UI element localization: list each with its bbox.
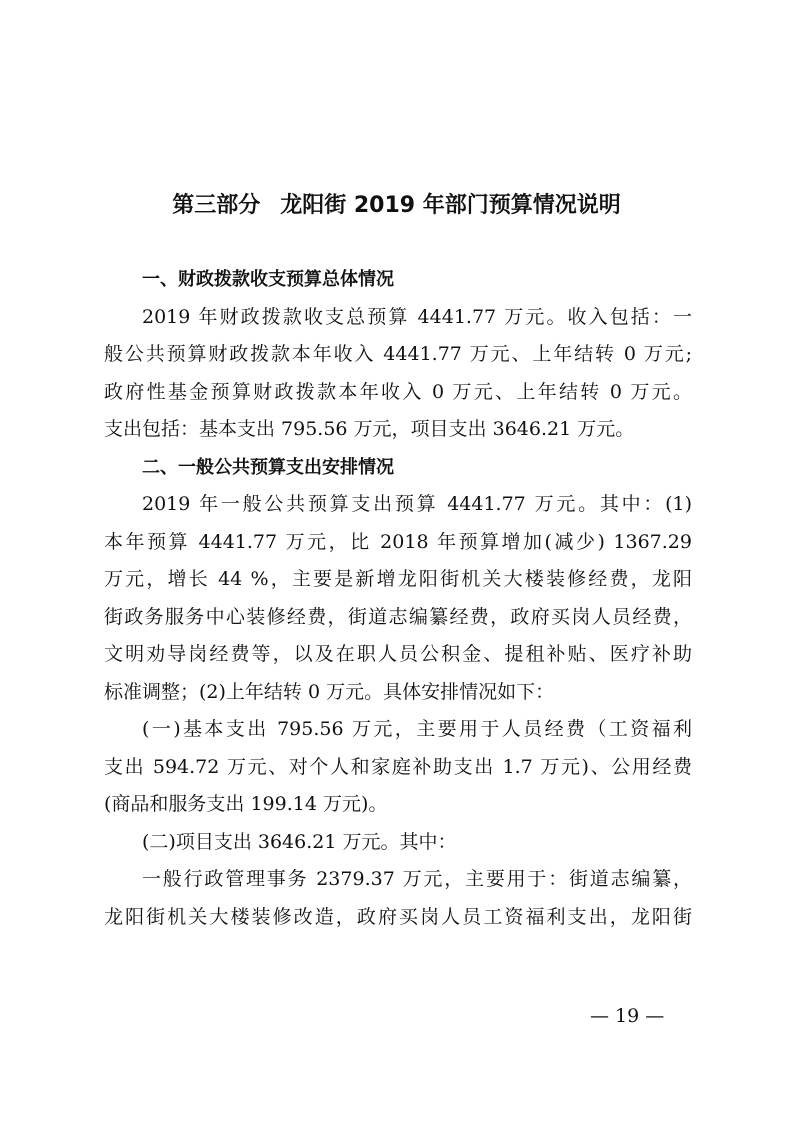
paragraph-line: 一般行政管理事务 2379.37 万元，主要用于：街道志编纂， (142, 868, 692, 890)
title-part-label: 第三部分 (172, 192, 261, 218)
paragraph-line: 文明劝导岗经费等，以及在职人员公积金、提租补贴、医疗补助 (104, 643, 692, 665)
paragraph-line: 支出包括：基本支出 795.56 万元，项目支出 3646.21 万元。 (104, 418, 635, 440)
paragraph-line: (商品和服务支出 199.14 万元)。 (104, 793, 388, 815)
title-text: 龙阳街 2019 年部门预算情况说明 (280, 192, 621, 218)
paragraph-line: (二)项目支出 3646.21 万元。其中： (142, 830, 457, 853)
section-heading-2: 二、一般公共预算支出安排情况 (142, 456, 394, 478)
paragraph-line: 街政务服务中心装修经费，街道志编纂经费，政府买岗人员经费， (104, 605, 692, 628)
paragraph-line: 标准调整；(2)上年结转 0 万元。具体安排情况如下： (104, 680, 555, 703)
paragraph-line: 本年预算 4441.77 万元，比 2018 年预算增加(减少) 1367.29 (104, 530, 692, 553)
paragraph-line: 2019 年一般公共预算支出预算 4441.77 万元。其中：(1) (142, 493, 692, 515)
page-title (0, 191, 793, 221)
page-number: — 19 — (590, 1005, 665, 1027)
section-heading-1: 一、财政拨款收支预算总体情况 (142, 269, 394, 290)
document-body (104, 261, 692, 936)
paragraph-line: 般公共预算财政拨款本年收入 4441.77 万元、上年结转 0 万元; (104, 343, 692, 365)
paragraph-line: 政府性基金预算财政拨款本年收入 0 万元、上年结转 0 万元。 (104, 380, 692, 403)
paragraph-line: (一)基本支出 795.56 万元，主要用于人员经费（工资福利 (142, 718, 692, 740)
paragraph-line: 万元，增长 44 %，主要是新增龙阳街机关大楼装修经费，龙阳 (104, 568, 692, 590)
paragraph-line: 龙阳街机关大楼装修改造，政府买岗人员工资福利支出，龙阳街 (104, 905, 692, 928)
paragraph-line: 支出 594.72 万元、对个人和家庭补助支出 1.7 万元)、公用经费 (104, 755, 692, 778)
paragraph-line: 2019 年财政拨款收支总预算 4441.77 万元。收入包括：一 (142, 305, 692, 328)
